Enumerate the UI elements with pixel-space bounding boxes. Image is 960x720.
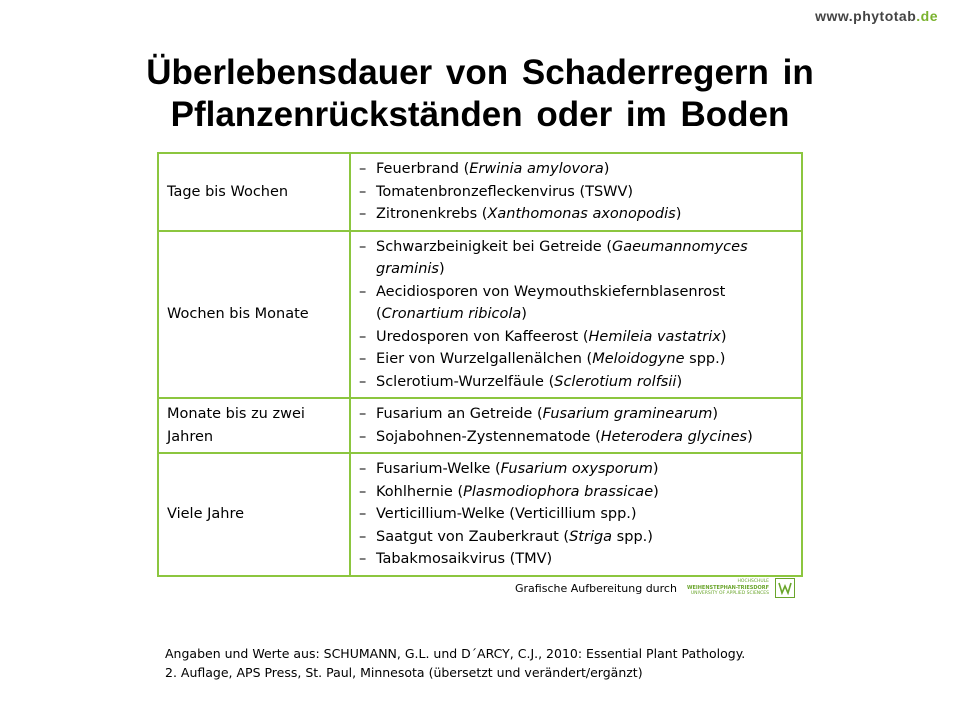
organism-item — [359, 203, 793, 226]
organism-latin-name: Meloidogyne — [592, 351, 685, 367]
organisms-cell — [350, 398, 802, 453]
organism-suffix: ) — [712, 406, 719, 422]
site-url-tld: .de — [916, 8, 938, 24]
organism-name: Verticillium-Welke (Verticillium spp.) — [376, 506, 637, 522]
organism-item — [359, 371, 793, 394]
organism-name: Eier von Wurzelgallenälchen ( — [376, 351, 593, 367]
duration-cell: Tage bis Wochen — [158, 153, 350, 231]
survival-table-body — [158, 153, 802, 576]
organism-name: Saatgut von Zauberkraut ( — [376, 528, 570, 545]
hswt-logo — [687, 578, 795, 598]
organism-latin-name: Plasmodiophora brassicae — [463, 483, 654, 500]
organism-item — [359, 526, 793, 549]
organism-latin-name: Erwinia amylovora — [469, 161, 604, 177]
organism-suffix: ) — [521, 306, 527, 322]
organisms-cell — [350, 231, 802, 399]
organism-name: Tomatenbronzefleckenvirus (TSWV) — [376, 183, 634, 200]
organism-suffix: ) — [603, 161, 610, 177]
organism-latin-name: Striga — [569, 528, 613, 545]
organism-suffix: ) — [675, 206, 682, 222]
duration-cell: Wochen bis Monate — [158, 231, 350, 399]
organism-latin-name: Fusarium graminearum — [542, 406, 713, 422]
source-line-1: Angaben und Werte aus: SCHUMANN, G.L. und D´ARCY, C.J., 2010: Essential Plant Pathology. — [165, 646, 746, 661]
site-url-www: www. — [815, 8, 854, 24]
organism-name: Aecidiosporen von Weymouthskiefernblasenrost ( — [376, 283, 726, 322]
organism-latin-name: Sclerotium rolfsii — [554, 373, 677, 390]
organism-latin-name: Cronartium ribicola — [381, 306, 522, 322]
duration-cell: Monate bis zu zwei Jahren — [158, 398, 350, 453]
hswt-logo-text — [687, 579, 769, 597]
organism-name: Schwarzbeinigkeit bei Getreide ( — [376, 238, 612, 255]
organism-list — [359, 403, 793, 448]
organism-suffix: ) — [652, 461, 659, 477]
organisms-cell — [350, 153, 802, 231]
site-url[interactable] — [815, 8, 938, 24]
organism-suffix: spp.) — [684, 351, 726, 367]
organism-name: Kohlhernie ( — [376, 483, 464, 500]
organism-name: Feuerbrand ( — [376, 161, 470, 177]
source-line-2: 2. Auflage, APS Press, St. Paul, Minnesota (übersetzt und verändert/ergänzt) — [165, 665, 643, 680]
organism-item — [359, 481, 793, 504]
organism-suffix: ) — [438, 261, 445, 277]
organism-name: Sclerotium-Wurzelfäule ( — [376, 373, 555, 390]
hswt-logo-line-1: HOCHSCHULE — [737, 579, 770, 584]
credit-text: Grafische Aufbereitung durch — [515, 581, 677, 595]
organism-suffix: ) — [747, 428, 753, 445]
organism-name: Fusarium an Getreide ( — [376, 406, 543, 422]
organism-latin-name: Fusarium oxysporum — [500, 461, 653, 477]
page-title — [0, 52, 960, 136]
organism-suffix: ) — [653, 483, 659, 500]
organism-latin-name: Xanthomonas axonopodis — [487, 206, 676, 222]
duration-cell: Viele Jahre — [158, 453, 350, 576]
organism-item — [359, 281, 793, 326]
organisms-cell — [350, 453, 802, 576]
survival-table — [157, 152, 803, 577]
page-title-line-2: Pflanzenrückständen oder im Boden — [170, 95, 790, 134]
organism-name: Uredosporen von Kaffeerost ( — [376, 328, 589, 345]
organism-suffix: ) — [720, 328, 727, 345]
credit — [515, 578, 795, 598]
hswt-logo-line-3: UNIVERSITY OF APPLIED SCIENCES — [690, 591, 770, 596]
organism-list — [359, 236, 793, 394]
organism-suffix: spp.) — [612, 528, 653, 545]
table-row — [158, 153, 802, 231]
organism-list — [359, 158, 793, 226]
organism-name: Tabakmosaikvirus (TMV) — [376, 551, 553, 567]
organism-latin-name: Gaeumannomyces graminis — [376, 238, 748, 277]
organism-item — [359, 503, 793, 526]
page-title-line-1: Überlebensdauer von Schaderregern in — [146, 53, 814, 92]
organism-list — [359, 458, 793, 571]
organism-item — [359, 426, 793, 449]
organism-latin-name: Hemileia vastatrix — [588, 328, 721, 345]
organism-item — [359, 548, 793, 571]
site-url-domain: phytotab — [853, 8, 917, 24]
organism-name: Fusarium-Welke ( — [376, 461, 501, 477]
organism-item — [359, 326, 793, 349]
table-row — [158, 231, 802, 399]
organism-name: Sojabohnen-Zystennematode ( — [376, 428, 601, 445]
organism-item — [359, 158, 793, 181]
organism-item — [359, 236, 793, 281]
hswt-logo-line-2: WEIHENSTEPHAN-TRIESDORF — [686, 585, 770, 591]
organism-item — [359, 458, 793, 481]
table-row — [158, 453, 802, 576]
organism-item — [359, 348, 793, 371]
organism-item — [359, 181, 793, 204]
organism-suffix: ) — [676, 373, 683, 390]
organism-latin-name: Heterodera glycines — [600, 428, 748, 445]
source-citation — [165, 644, 845, 682]
hswt-logo-icon — [775, 578, 795, 598]
organism-item — [359, 403, 793, 426]
organism-name: Zitronenkrebs ( — [376, 206, 488, 222]
table-row — [158, 398, 802, 453]
